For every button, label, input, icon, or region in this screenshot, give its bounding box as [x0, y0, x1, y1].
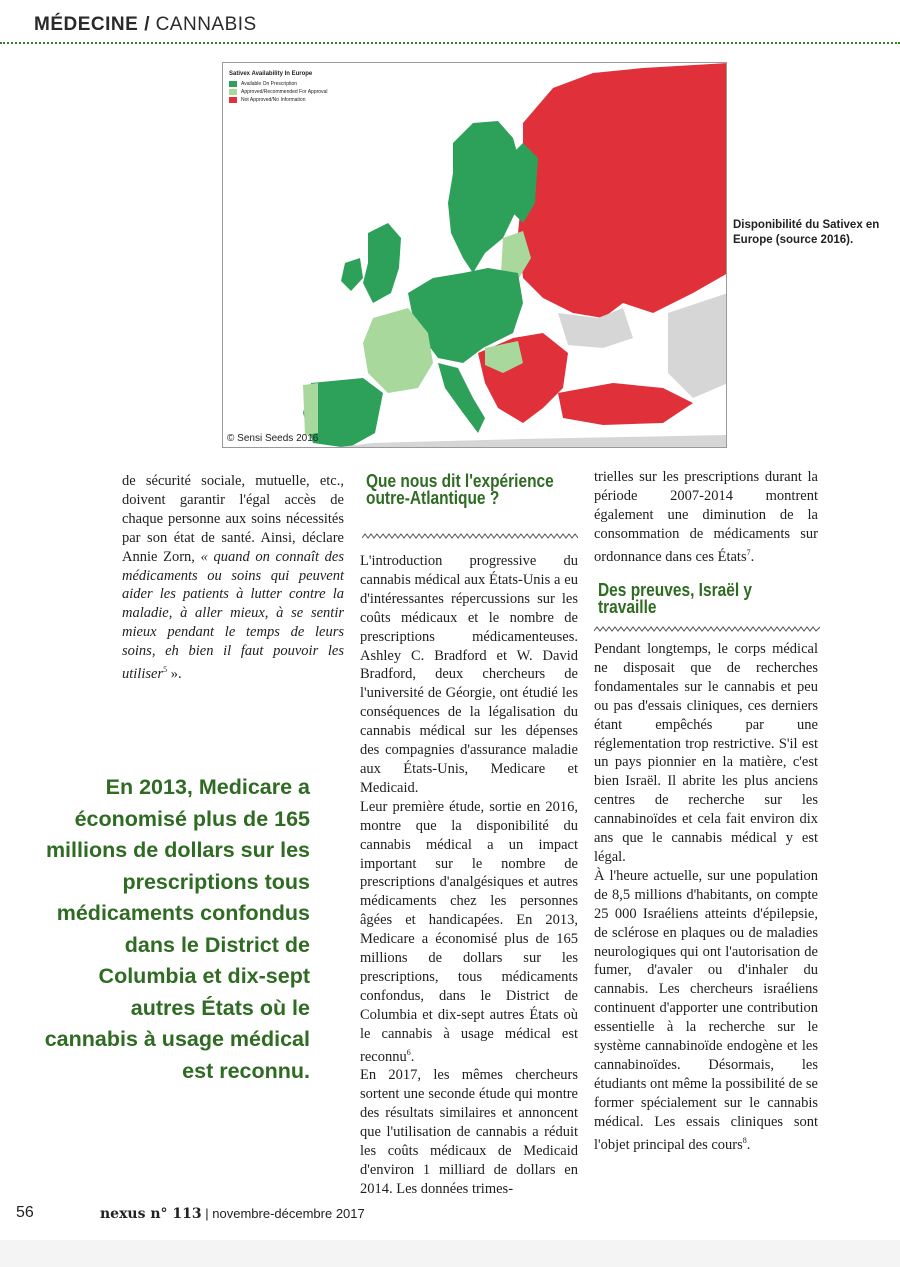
issue-date: | novembre-décembre 2017	[201, 1206, 365, 1221]
footnote-ref: 8	[742, 1135, 747, 1145]
page-bottom-margin	[0, 1240, 900, 1267]
paragraph-text: trielles sur les prescriptions durant la période 2007-2014 montrent également une diminution de la consommation de médicaments sur ordonnance dans ces États	[594, 469, 818, 565]
text-column-left	[122, 472, 344, 684]
quote-text: « quand on connaît des médicaments ou soins qui peuvent aider les patients à lutter contre la maladie, à aller mieux, à se sentir mieux pendant le temps de leurs soins, eh bien il faut pouvoir les utiliser	[122, 548, 344, 682]
section-separator: /	[144, 14, 150, 35]
paragraph: Leur première étude, sortie en 2016, montre que la disponibilité du cannabis médical a un impact important sur le nombre de prescriptions d'analgésiques et autres médicaments chez les personnes âgées et handicapées. En 2013, Medicare a économisé plus de 165 millions de dollars sur les prescriptions, tous médicaments confondus, dans le District de Columbia et dix-sept autres États où le cannabis à usage médical est reconnu$^6$.	[360, 798, 578, 1065]
paragraph: Pendant longtemps, le corps médical ne disposait que de recherches fondamentales sur le cannabis et peu ou pas d'essais cliniques, ces derniers étant empêchés par une réglementation trop restrictive. S'il est un pays pionnier en la matière, c'est bien Israël. Il abrite les plus anciens centres de recherche sur les cannabinoïdes et cela fait environ dix ans que le cannabis médical y est légal.	[594, 641, 818, 865]
map-credit: © Sensi Seeds 2016	[227, 433, 319, 444]
footnote-ref: 7	[746, 547, 751, 557]
map-region-russia	[518, 63, 727, 318]
legend-title: Sativex Availability In Europe	[229, 71, 313, 77]
figure-caption: Disponibilité du Sativex en Europe (source 2016).	[733, 219, 880, 246]
map-region-portugal	[303, 383, 318, 435]
europe-map-graphic	[223, 63, 727, 448]
subsection-label: CANNABIS	[155, 14, 257, 35]
map-legend	[229, 71, 327, 105]
heading-zigzag-rule	[594, 625, 820, 633]
footnote-ref: 6	[406, 1047, 411, 1057]
section-label: MÉDECINE	[34, 14, 139, 35]
paragraph: En 2017, les mêmes chercheurs sortent une seconde étude qui montre des résultats similaires et annoncent que l'utilisation de cannabis a réduit les coûts médicaux de Medicaid d'environ 1 milliard de dollars en 2014. Les données trimes-	[360, 1067, 578, 1197]
paragraph-text: de sécurité sociale, mutuelle, etc., doivent garantir l'égal accès de chaque personne aux soins nécessités par son état de santé. Ainsi, déclare Annie Zorn,	[122, 473, 344, 565]
footer-publication	[100, 1206, 365, 1222]
section-heading: Des preuves, Israël y travaille	[598, 580, 753, 617]
paragraph: L'introduction progressive du cannabis médical aux États-Unis a eu d'intéressantes répercussions sur les coûts médicaux et le nombre de prescriptions médicamenteuses. Ashley C. Bradford et W. David Bradford, deux chercheurs de l'université de Géorgie, ont étudié les conséquences de la légalisation du cannabis médical sur les dépenses des compagnies d'assurance maladie aux États-Unis, Medicare et Medicaid.	[360, 553, 578, 796]
section-header	[34, 14, 257, 42]
paragraph: À l'heure actuelle, sur une population de 8,5 millions d'habitants, on compte 25 000 Israéliens atteints d'épilepsie, de sclérose en plaques ou de maladies neurologiques qui ont l'autorisation de fumer, d'avaler ou d'inhaler du cannabis. Les chercheurs israéliens continuent d'apporter une contribution essentielle à la recherche sur le système cannabinoïde endogène et les cannabinoïdes. Désormais, les étudiants ont même la possibilité de se former spécialement sur le cannabis médical. Les essais cliniques sont l'objet principal des cours$^8$.	[594, 867, 818, 1153]
legend-label: Approved/Recommended For Approval	[241, 89, 328, 95]
paragraph	[122, 472, 344, 684]
text-column-middle	[360, 552, 578, 1199]
header-dotted-rule	[0, 42, 900, 44]
page-number: 56	[16, 1204, 34, 1221]
heading-zigzag-rule	[362, 532, 578, 540]
footnote-ref: 5	[163, 665, 168, 675]
legend-swatch	[229, 97, 237, 103]
section-heading: Que nous dit l'expérience outre-Atlantique ?	[366, 471, 554, 508]
europe-map-figure	[222, 62, 727, 448]
legend-label: Available On Prescription	[241, 81, 298, 87]
legend-swatch	[229, 89, 237, 95]
legend-item	[229, 97, 327, 103]
magazine-name: nexus n° 113	[100, 1206, 202, 1222]
legend-swatch	[229, 81, 237, 87]
quote-end: ».	[167, 665, 182, 682]
paragraph-text: À l'heure actuelle, sur une population de 8,5 millions d'habitants, on compte 25 000 Israéliens atteints d'épilepsie, de sclérose en plaques ou de maladies neurologiques qui ont l'autorisation de fumer, d'avaler ou d'inhaler du cannabis. Les chercheurs israéliens continuent d'apporter une contribution essentielle à la recherche sur le système cannabinoïde endogène et les cannabinoïdes. Désormais, les étudiants ont même la possibilité de se former spécialement sur le cannabis médical. Les essais cliniques sont l'objet principal des cours	[594, 867, 818, 1153]
paragraph-text: Leur première étude, sortie en 2016, montre que la disponibilité du cannabis médical a un impact important sur le nombre de prescriptions d'analgésiques et autres médicaments chez les personnes âgées et handicapées. En 2013, Medicare a économisé plus de 165 millions de dollars sur les prescriptions, tous médicaments confondus, dans le District de Columbia et dix-sept autres États où le cannabis à usage médical est reconnu	[360, 798, 578, 1065]
legend-item	[229, 89, 327, 95]
text-column-right	[594, 468, 818, 566]
text-column-right-body	[594, 640, 818, 1154]
paragraph: trielles sur les prescriptions durant la période 2007-2014 montrent également une diminution de la consommation de médicaments sur ordonnance dans ces États$^7$.	[594, 469, 818, 565]
legend-label: Not Approved/No Information	[241, 97, 306, 103]
legend-item	[229, 81, 327, 87]
pull-quote: En 2013, Medicare a économisé plus de 165 millions de dollars sur les prescriptions tous médicaments confondus dans le District de Columbia et dix-sept autres États où le cannabis à usage médical est reconnu.	[44, 775, 310, 1083]
